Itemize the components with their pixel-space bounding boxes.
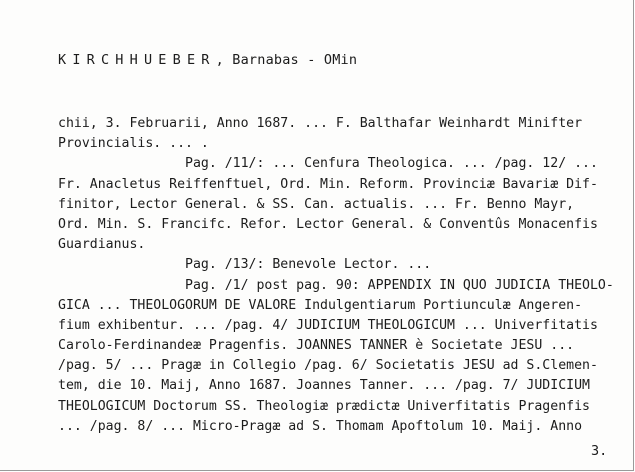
text-line: Provincialis. ... . xyxy=(58,136,209,152)
text-line: GICA ... THEOLOGORUM DE VALORE Indulgentiarum Portiunculæ Angeren- xyxy=(58,297,583,313)
card-body-text xyxy=(58,114,614,437)
text-line: THEOLOGICUM Doctorum SS. Theologiæ prædictæ Univerfitatis Pragenfis xyxy=(58,398,590,414)
text-line: finitor, Lector General. & SS. Can. actualis. ... Fr. Benno Mayr, xyxy=(58,196,575,212)
text-line: Pag. /13/: Benevole Lector. ... xyxy=(58,257,432,273)
text-line: Carolo-Ferdinandeæ Pragenfis. JOANNES TANNER è Societate JESU ... xyxy=(58,338,575,354)
author-surname: KIRCHHUEBER xyxy=(58,52,216,68)
text-line: Ord. Min. S. Francifc. Refor. Lector General. & Conventûs Monacenfis xyxy=(58,216,598,232)
text-line: Fr. Anacletus Reiffenftuel, Ord. Min. Reform. Provinciæ Bavariæ Dif- xyxy=(58,176,598,192)
text-line: Guardianus. xyxy=(58,237,146,253)
page-number: 3. xyxy=(591,443,608,459)
text-line: ... /pag. 8/ ... Micro-Pragæ ad S. Thomam Apoftolum 10. Maij. Anno xyxy=(58,418,583,434)
text-line: chii, 3. Februarii, Anno 1687. ... F. Balthafar Weinhardt Minifter xyxy=(58,116,583,131)
text-line: Pag. /11/: ... Cenfura Theologica. ... /pag. 12/ ... xyxy=(58,156,598,172)
card-heading xyxy=(58,52,357,68)
text-line: tem, die 10. Maij, Anno 1687. Joannes Tanner. ... /pag. 7/ JUDICIUM xyxy=(58,378,590,394)
author-given-name-and-order: , Barnabas - OMin xyxy=(215,52,358,68)
text-line: Pag. /1/ post pag. 90: APPENDIX IN QUO JUDICIA THEOLO- xyxy=(58,277,614,293)
text-line: /pag. 5/ ... Pragæ in Collegio /pag. 6/ Societatis JESU ad S.Clemen- xyxy=(58,358,598,374)
text-line: fium exhibentur. ... /pag. 4/ JUDICIUM THEOLOGICUM ... Univerfitatis xyxy=(58,317,598,333)
